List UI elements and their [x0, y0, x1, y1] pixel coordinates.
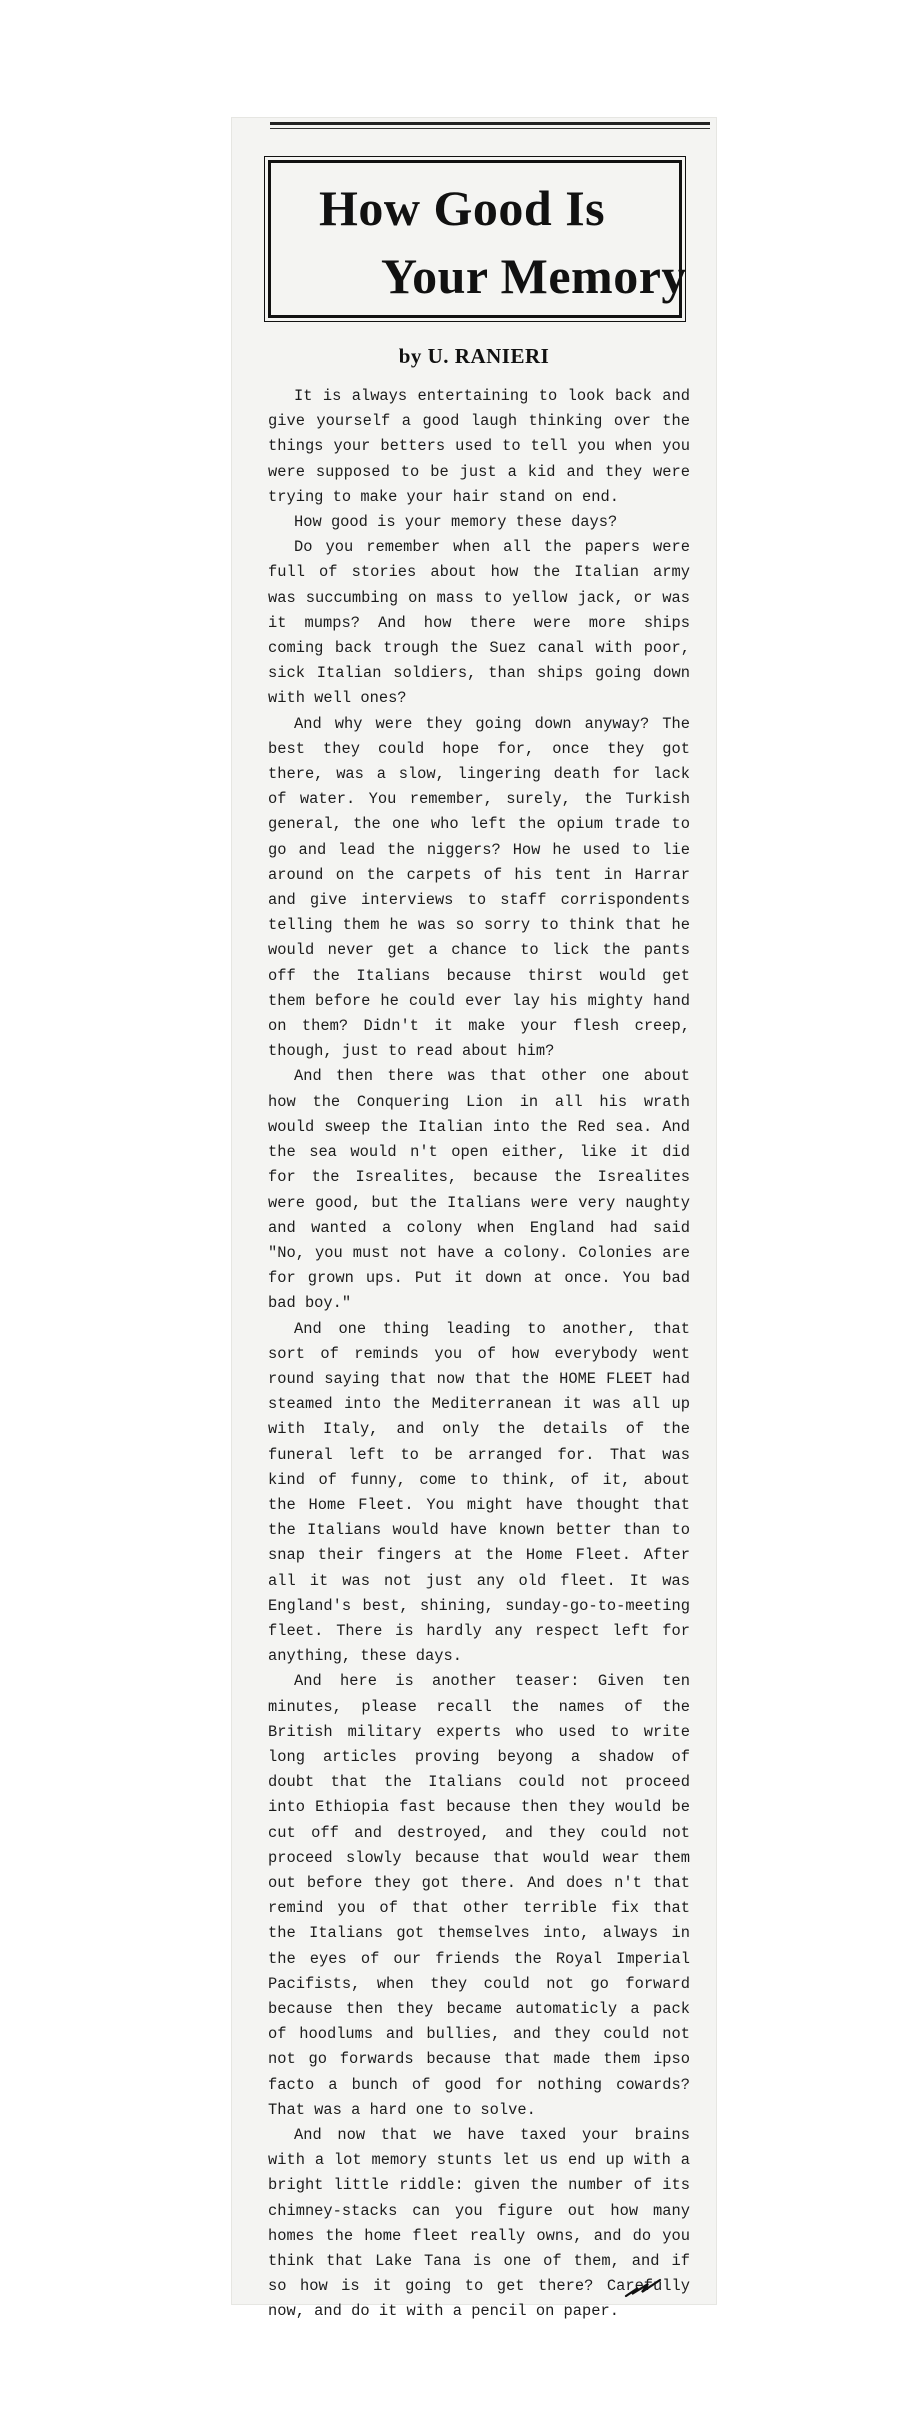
- paragraph-8: And now that we have taxed your brains with a lot memory stunts let us end up with a bright little riddle: given the number of its chimney-stacks can you figure out how many homes the home fleet really owns, and do you think that Lake Tana is one of them, and if so how is it going to get there? Carefully now, and do it with a pencil on paper.: [268, 2126, 690, 2321]
- article-body: [268, 384, 690, 2325]
- paragraph-5: And then there was that other one about how the Conquering Lion in all his wrath would sweep the Italian into the Red sea. And the sea would n't open either, like it did for the Isrealites, because the Isrealites were good, but the Italians were very naughty and wanted a colony when England had said "No, you must not have a colony. Colonies are for grown ups. Put it down at once. You bad bad boy.": [268, 1067, 690, 1313]
- paragraph-7: And here is another teaser: Given ten minutes, please recall the names of the British military experts who used to write long articles proving beyong a shadow of doubt that the Italians could not proceed into Ethiopia fast because then they would be cut off and destroyed, and they could not proceed slowly because that would wear them out before they got there. And does n't that remind you of that other terrible fix that the Italians got themselves into, always in the eyes of our friends the Royal Imperial Pacifists, when they could not go forward because then they became automaticly a pack of hoodlums and bullies, and they could not not go forwards because that made them ipso facto a bunch of good for nothing cowards? That was a hard one to solve.: [268, 1672, 690, 2119]
- paragraph-3: Do you remember when all the papers were full of stories about how the Italian army was succumbing on mass to yellow jack, or was it mumps? And how there were more ships coming back trough the Suez canal with poor, sick Italian soldiers, than ships going down with well ones?: [268, 538, 690, 708]
- paragraph-4: And why were they going down anyway? The best they could hope for, once they got there, was a slow, lingering death for lack of water. You remember, surely, the Turkish general, the one who left the opium trade to go and lead the niggers? How he used to lie around on the carpets of his tent in Harrar and give interviews to staff corrispondents telling them he was so sorry to think that he would never get a chance to lick the pants off the Italians because thirst would get them before he could ever lay his mighty hand on them? Didn't it make your flesh creep, though, just to read about him?: [268, 714, 690, 1061]
- newspaper-clipping: [232, 118, 716, 2321]
- paragraph-6: And one thing leading to another, that sort of reminds you of how everybody went round saying that now that the HOME FLEET had steamed into the Mediterranean it was all up with Italy, and only the details of the funeral left to be arranged for. That was kind of funny, come to think, of it, about the Home Fleet. You might have thought that the Italians would have known better than to snap their fingers at the Home Fleet. After all it was not just any old fleet. It was England's best, shining, sunday-go-to-meeting fleet. There is hardly any respect left for anything, these days.: [268, 1319, 690, 1666]
- headline-box: [268, 160, 687, 318]
- headline-line-2: Your Memory: [381, 248, 687, 304]
- paragraph-1: It is always entertaining to look back and give yourself a good laugh thinking over the things your betters used to tell you when you were supposed to be just a kid and they were trying to make your hair stand on end.: [268, 387, 690, 506]
- top-rule-thin: [270, 128, 710, 129]
- pencil-mark-icon: [624, 2278, 662, 2298]
- top-rule: [270, 122, 710, 125]
- headline-line-1: How Good Is: [319, 180, 606, 236]
- byline: by U. RANIERI: [398, 344, 550, 368]
- paragraph-2: How good is your memory these days?: [294, 513, 618, 532]
